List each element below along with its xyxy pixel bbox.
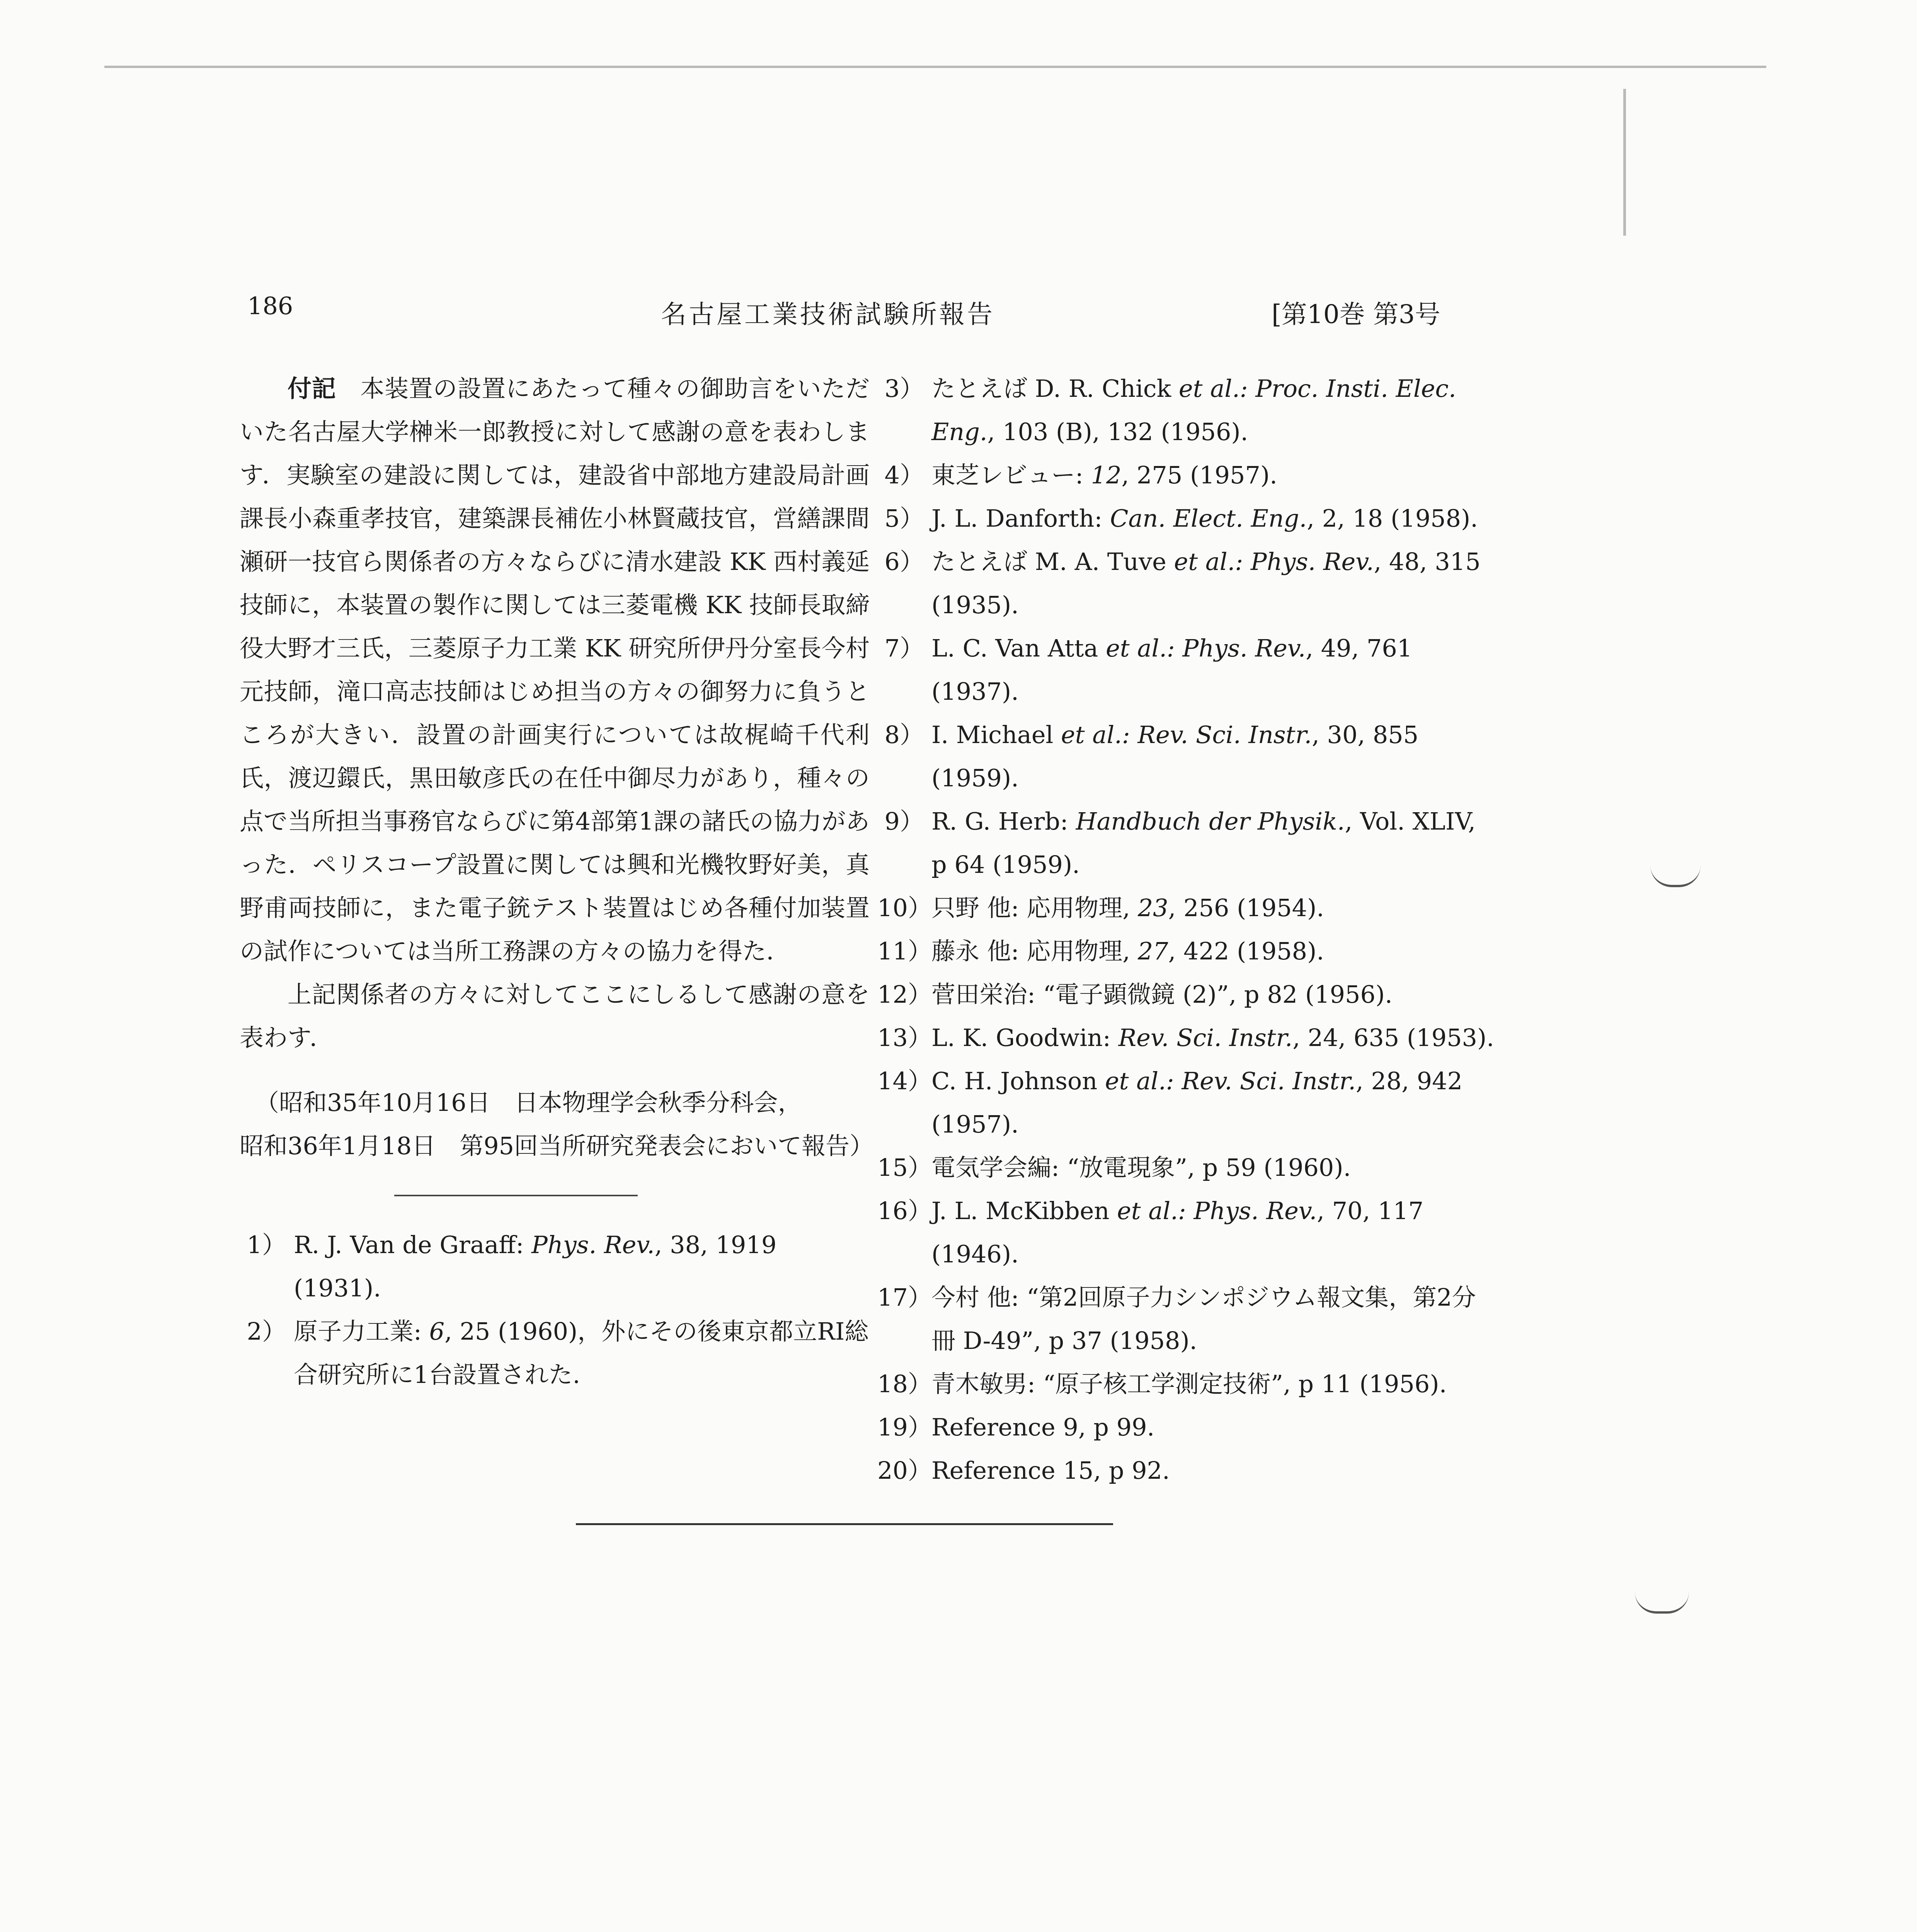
reference-number: 5） bbox=[884, 504, 924, 532]
reference-text bbox=[931, 540, 1496, 627]
reference-journal: Can. Elect. Eng. bbox=[1110, 504, 1307, 532]
reference-number: 13） bbox=[877, 1024, 932, 1052]
reference-number: 17） bbox=[877, 1283, 932, 1311]
reference-text bbox=[931, 713, 1496, 800]
reference-authors: 東芝レビュー: bbox=[931, 461, 1091, 489]
reference-number: 18） bbox=[877, 1370, 932, 1398]
reference-item bbox=[877, 973, 1496, 1016]
reference-details: , Vol. XLIV, p 64 (1959). bbox=[931, 807, 1476, 879]
reference-number: 20） bbox=[877, 1456, 932, 1485]
report-note-line-1: （昭和35年10月16日 日本物理学会秋季分科会， bbox=[255, 1088, 802, 1117]
reference-details: , 2, 18 (1958). bbox=[1307, 504, 1478, 532]
reference-number: 16） bbox=[877, 1197, 932, 1225]
references-left bbox=[240, 1223, 870, 1396]
reference-text bbox=[294, 1310, 870, 1396]
reference-journal: Rev. Sci. Instr. bbox=[1118, 1024, 1293, 1052]
reference-authors: たとえば M. A. Tuve bbox=[931, 548, 1174, 576]
reference-authors: たとえば D. R. Chick bbox=[931, 374, 1179, 403]
reference-details: , 70, 117 (1946). bbox=[931, 1197, 1424, 1268]
reference-text bbox=[931, 1406, 1496, 1449]
scan-right-edge bbox=[1623, 89, 1626, 236]
reference-journal: et al.: Phys. Rev. bbox=[1106, 634, 1306, 662]
page-number: 186 bbox=[247, 292, 293, 320]
acknowledgement-lead: 付記 bbox=[288, 374, 336, 403]
reference-details: , 30, 855 (1959). bbox=[931, 721, 1419, 792]
reference-item bbox=[877, 1276, 1496, 1362]
reference-item bbox=[877, 713, 1496, 800]
reference-number: 10） bbox=[877, 894, 932, 922]
reference-authors: J. L. McKibben bbox=[931, 1197, 1117, 1225]
reference-authors: L. K. Goodwin: bbox=[931, 1024, 1119, 1052]
issue-label: [第10巻 第3号 bbox=[1272, 299, 1440, 329]
reference-number: 9） bbox=[884, 807, 924, 835]
scan-top-edge bbox=[104, 66, 1766, 68]
reference-journal: et al.: Phys. Rev. bbox=[1117, 1197, 1317, 1225]
acknowledgement-text: 本装置の設置にあたって種々の御助言をいただいた名古屋大学榊米一郎教授に対して感謝の意を表わします．実験室の建設に関しては，建設省中部地方建設局計画課長小森重孝技官，建築課長補佐小林賢蔵技官，営繕課間瀬研一技官ら関係者の方々ならびに清水建設 KK 西村義延技師に，本装置の製作に関しては三菱電機 KK 技師長取締役大野才三氏，三菱原子力工業 KK 研究所伊丹分室長今村元技師，滝口高志技師はじめ担当の方々の御努力に負うところが大きい．設置の計画実行については故梶崎千代利氏，渡辺鐶氏，黒田敏彦氏の在任中御尽力があり，種々の点で当所担当事務官ならびに第4部第1課の諸氏の協力があった．ペリスコープ設置に関しては興和光機牧野好美，真野甫両技師に，また電子銃テスト装置はじめ各種付加装置の試作については当所工務課の方々の協力を得た． bbox=[240, 374, 870, 965]
reference-text bbox=[931, 1016, 1496, 1060]
journal-title: 名古屋工業技術試験所報告 bbox=[661, 299, 995, 329]
reference-item bbox=[877, 800, 1496, 886]
reference-text bbox=[931, 367, 1496, 454]
reference-journal: 23 bbox=[1137, 894, 1168, 922]
reference-authors: I. Michael bbox=[931, 721, 1061, 749]
reference-journal: Phys. Rev. bbox=[531, 1231, 655, 1259]
acknowledgement-paragraph bbox=[240, 367, 870, 973]
reference-authors: 原子力工業: bbox=[294, 1317, 429, 1345]
left-column bbox=[240, 367, 874, 1396]
reference-authors: C. H. Johnson bbox=[931, 1067, 1105, 1095]
reference-number: 14） bbox=[877, 1067, 932, 1095]
reference-item bbox=[877, 1016, 1496, 1060]
reference-authors: L. C. Van Atta bbox=[931, 634, 1106, 662]
reference-item bbox=[877, 1189, 1496, 1276]
reference-number: 3） bbox=[884, 374, 924, 403]
reference-text bbox=[931, 1449, 1496, 1492]
scan-mark-1 bbox=[1650, 866, 1701, 887]
reference-text bbox=[931, 930, 1496, 973]
reference-text bbox=[931, 627, 1496, 713]
reference-journal: et al.: Rev. Sci. Instr. bbox=[1061, 721, 1312, 749]
reference-item bbox=[877, 497, 1496, 540]
page-end-rule bbox=[576, 1523, 1113, 1525]
reference-journal: 12 bbox=[1091, 461, 1122, 489]
reference-authors: J. L. Danforth: bbox=[931, 504, 1110, 532]
reference-item bbox=[240, 1310, 870, 1396]
reference-details: , 49, 761 (1937). bbox=[931, 634, 1413, 706]
reference-journal: et al.: Proc. Insti. Elec. Eng. bbox=[931, 374, 1456, 446]
reference-details: , 256 (1954). bbox=[1168, 894, 1324, 922]
reference-number: 6） bbox=[884, 548, 924, 576]
reference-number: 8） bbox=[884, 721, 924, 749]
reference-text bbox=[931, 800, 1496, 886]
reference-text bbox=[931, 1276, 1496, 1362]
reference-text bbox=[931, 1060, 1496, 1146]
reference-text bbox=[931, 1189, 1496, 1276]
report-note-line-2: 昭和36年1月18日 第95回当所研究発表会において報告） bbox=[240, 1132, 874, 1160]
reference-details: , 422 (1958). bbox=[1168, 937, 1324, 965]
reference-authors: 只野 他: 応用物理, bbox=[931, 894, 1138, 922]
reference-authors: 藤永 他: 応用物理, bbox=[931, 937, 1138, 965]
reference-details: , 24, 635 (1953). bbox=[1292, 1024, 1494, 1052]
reference-item bbox=[877, 1406, 1496, 1449]
reference-text bbox=[931, 497, 1496, 540]
reference-journal: et al.: Rev. Sci. Instr. bbox=[1105, 1067, 1356, 1095]
thanks-paragraph: 上記関係者の方々に対してここにしるして感謝の意を表わす． bbox=[240, 980, 870, 1052]
reference-item bbox=[877, 886, 1496, 930]
reference-item bbox=[877, 1146, 1496, 1189]
reference-authors: R. J. Van de Graaff: bbox=[294, 1231, 532, 1259]
reference-authors: 青木敏男: “原子核工学測定技術”, p 11 (1956). bbox=[931, 1370, 1447, 1398]
reference-authors: 菅田栄治: “電子顕微鏡 (2)”, p 82 (1956). bbox=[931, 980, 1393, 1009]
reference-text bbox=[931, 1146, 1496, 1189]
reference-number: 12） bbox=[877, 980, 932, 1009]
reference-item bbox=[877, 540, 1496, 627]
references-right bbox=[877, 367, 1496, 1492]
reference-number: 7） bbox=[884, 634, 924, 662]
reference-number: 4） bbox=[884, 461, 924, 489]
reference-journal: et al.: Phys. Rev. bbox=[1174, 548, 1374, 576]
reference-number: 19） bbox=[877, 1413, 932, 1441]
reference-item bbox=[877, 930, 1496, 973]
scan-mark-2 bbox=[1635, 1592, 1689, 1614]
reference-number: 15） bbox=[877, 1153, 932, 1182]
reference-item bbox=[877, 627, 1496, 713]
reference-item bbox=[877, 1449, 1496, 1492]
reference-journal: Handbuch der Physik. bbox=[1076, 807, 1345, 835]
reference-item bbox=[240, 1223, 870, 1310]
reference-authors: R. G. Herb: bbox=[931, 807, 1076, 835]
reference-details: , 28, 942 (1957). bbox=[931, 1067, 1463, 1138]
reference-details: , 38, 1919 (1931). bbox=[294, 1231, 777, 1302]
reference-text bbox=[931, 886, 1496, 930]
reference-details: , 48, 315 (1935). bbox=[931, 548, 1481, 619]
reference-number: 2） bbox=[247, 1317, 286, 1345]
reference-details: , 275 (1957). bbox=[1121, 461, 1277, 489]
reference-journal: 6 bbox=[429, 1317, 445, 1345]
references-divider bbox=[394, 1195, 638, 1196]
reference-authors: Reference 15, p 92. bbox=[931, 1456, 1170, 1485]
reference-text bbox=[294, 1223, 870, 1310]
reference-text bbox=[931, 1362, 1496, 1406]
reference-authors: 電気学会編: “放電現象”, p 59 (1960). bbox=[931, 1153, 1351, 1182]
reference-item bbox=[877, 1362, 1496, 1406]
reference-text bbox=[931, 454, 1496, 497]
reference-number: 1） bbox=[247, 1231, 286, 1259]
reference-details: , 103 (B), 132 (1956). bbox=[987, 418, 1248, 446]
reference-item bbox=[877, 454, 1496, 497]
reference-item bbox=[877, 367, 1496, 454]
reference-text bbox=[931, 973, 1496, 1016]
reference-authors: 今村 他: “第2回原子力シンポジウム報文集，第2分冊 D-49”, p 37 (1958). bbox=[931, 1283, 1476, 1355]
reference-details: , 25 (1960)，外にその後東京都立RI総合研究所に1台設置された. bbox=[294, 1317, 869, 1389]
right-column bbox=[877, 367, 1496, 1492]
reference-authors: Reference 9, p 99. bbox=[931, 1413, 1155, 1441]
reference-number: 11） bbox=[877, 937, 932, 965]
reference-journal: 27 bbox=[1137, 937, 1168, 965]
reference-item bbox=[877, 1060, 1496, 1146]
